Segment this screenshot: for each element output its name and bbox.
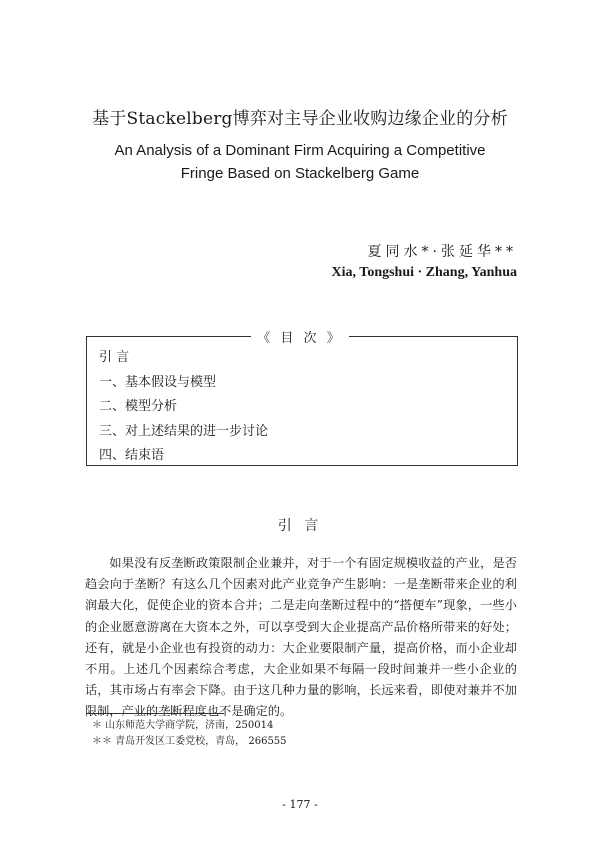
footnote-divider bbox=[86, 713, 224, 714]
toc-item: 四、结束语 bbox=[99, 448, 165, 463]
paper-title-en-line1: An Analysis of a Dominant Firm Acquiring a Competitive bbox=[114, 142, 486, 159]
authors-en: Xia, Tongshui · Zhang, Yanhua bbox=[331, 265, 517, 280]
toc-heading bbox=[0, 327, 600, 346]
paper-title-zh: 基于Stackelberg博弈对主导企业收购边缘企业的分析 bbox=[92, 109, 508, 129]
paper-title-en bbox=[0, 139, 600, 185]
paper-title-en-line2: Fringe Based on Stackelberg Game bbox=[180, 165, 420, 182]
toc-item: 引 言 bbox=[99, 350, 130, 365]
footnotes bbox=[92, 718, 287, 750]
toc-item: 二、模型分析 bbox=[99, 399, 178, 414]
footnote-item: ＊＊ 青岛开发区工委党校，青岛， 266555 bbox=[92, 736, 287, 747]
page-number: - 177 - bbox=[282, 798, 318, 811]
toc-list bbox=[99, 346, 268, 469]
footnote-item: ＊ 山东师范大学商学院，济南，250014 bbox=[92, 720, 274, 731]
section-title: 引 言 bbox=[277, 518, 323, 534]
toc-item: 三、对上述结果的进一步讨论 bbox=[99, 423, 269, 439]
toc-item: 一、基本假设与模型 bbox=[99, 374, 217, 390]
authors-zh: 夏同水*·张延华** bbox=[367, 244, 517, 260]
body-paragraph: 如果没有反垄断政策限制企业兼并，对于一个有固定规模收益的产业，是否趋会向于垄断？有这么几个因素对此产业竞争产生影响：一是垄断带来企业的利润最大化，促使企业的资本合并；二是走向垄断过程中的“搭便车”现象，一些小的企业愿意游离在大资本之外，可以享受到大企业提高产品价格所带来的好处；还有，就是小企业也有投资的动力：大企业要限制产量，提高价格，而小企业却不用。上述几个因素综合考虑，大企业如果不每隔一段时间兼并一些小企业的话，其市场占有率会下降。由于这几种力量的影响，长远来看，即使对兼并不加限制，产业的垄断程度也不是确定的。 bbox=[85, 556, 517, 719]
toc-heading-label: 《 目 次 》 bbox=[251, 331, 348, 346]
